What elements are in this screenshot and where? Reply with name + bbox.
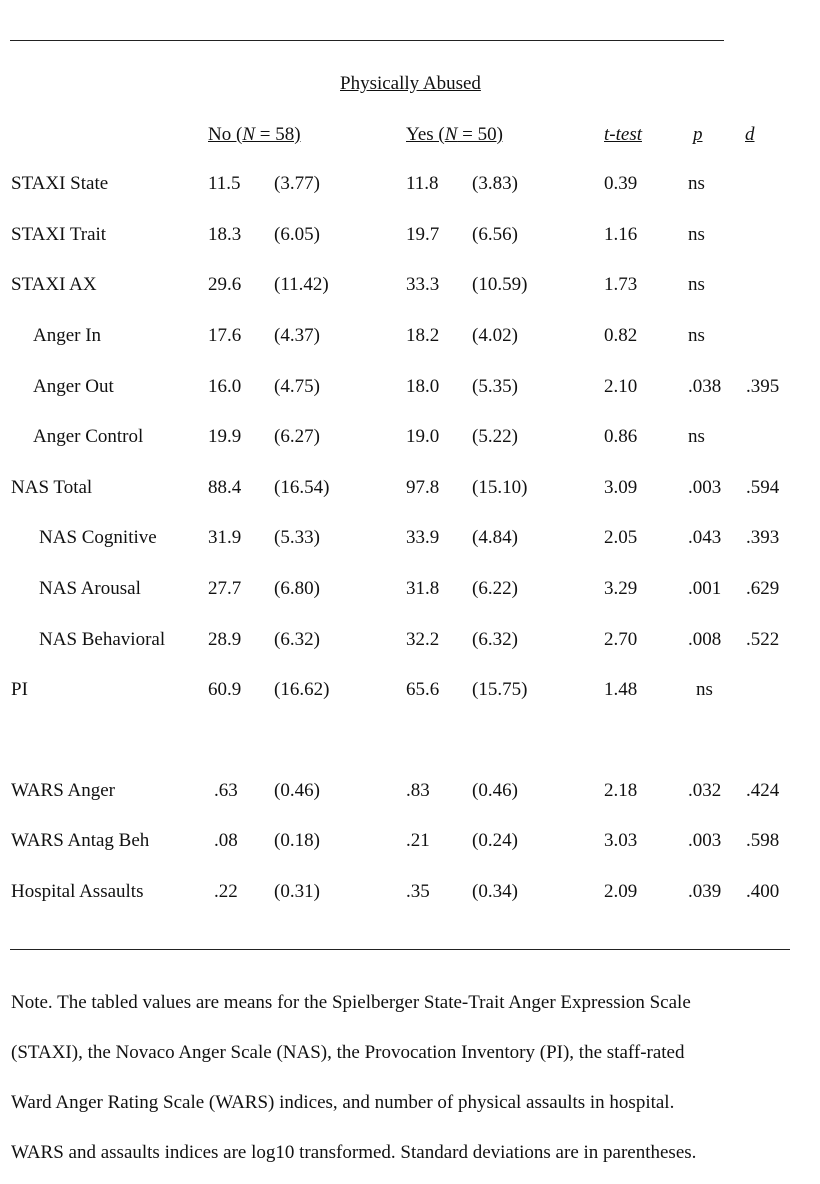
row-label: STAXI State — [11, 173, 109, 194]
yes-mean: 33.3 — [406, 274, 440, 295]
table-row — [0, 325, 820, 347]
table-row — [0, 224, 820, 246]
column-header-no: No (N = 58) — [208, 124, 301, 145]
p-value: ns — [688, 426, 705, 447]
d-value: .594 — [746, 477, 780, 498]
yes-mean: 32.2 — [406, 629, 440, 650]
note-line: WARS and assaults indices are log10 transformed. Standard deviations are in parentheses. — [11, 1142, 697, 1163]
yes-mean: 65.6 — [406, 679, 440, 700]
p-value: ns — [688, 224, 705, 245]
p-value: ns — [688, 274, 705, 295]
row-label: PI — [11, 679, 28, 700]
row-label: Hospital Assaults — [11, 881, 144, 902]
no-sd: (0.31) — [274, 881, 320, 902]
row-label: NAS Cognitive — [39, 527, 157, 548]
no-sd: (4.37) — [274, 325, 320, 346]
column-header-d: d — [745, 124, 755, 145]
no-mean: 29.6 — [208, 274, 242, 295]
t-value: 3.29 — [604, 578, 638, 599]
t-value: 3.09 — [604, 477, 638, 498]
no-mean: 60.9 — [208, 679, 242, 700]
d-value: .522 — [746, 629, 780, 650]
note-line: Note. The tabled values are means for the Spielberger State-Trait Anger Expression Scale — [11, 992, 691, 1013]
yes-sd: (6.56) — [472, 224, 518, 245]
table-row — [0, 881, 820, 903]
table-row — [0, 426, 820, 448]
t-value: 0.39 — [604, 173, 638, 194]
no-mean: 11.5 — [208, 173, 241, 194]
d-value: .393 — [746, 527, 780, 548]
t-value: 1.48 — [604, 679, 638, 700]
p-value: .032 — [688, 780, 722, 801]
yes-sd: (0.24) — [472, 830, 518, 851]
no-sd: (16.62) — [274, 679, 330, 700]
yes-mean: 19.7 — [406, 224, 440, 245]
yes-sd: (6.32) — [472, 629, 518, 650]
d-value: .400 — [746, 881, 780, 902]
table-row — [0, 274, 820, 296]
yes-sd: (15.10) — [472, 477, 528, 498]
yes-sd: (0.34) — [472, 881, 518, 902]
table-row — [0, 679, 820, 701]
t-value: 1.73 — [604, 274, 638, 295]
no-mean: 17.6 — [208, 325, 242, 346]
p-value: ns — [688, 173, 705, 194]
no-mean: 27.7 — [208, 578, 242, 599]
t-value: 1.16 — [604, 224, 638, 245]
yes-sd: (15.75) — [472, 679, 528, 700]
row-label: NAS Behavioral — [39, 629, 166, 650]
no-sd: (5.33) — [274, 527, 320, 548]
note-line: Ward Anger Rating Scale (WARS) indices, and number of physical assaults in hospital. — [11, 1092, 675, 1113]
no-sd: (3.77) — [274, 173, 320, 194]
bottom-rule — [10, 949, 790, 950]
table-row — [0, 780, 820, 802]
t-value: 3.03 — [604, 830, 638, 851]
table-note — [11, 978, 811, 1178]
no-sd: (4.75) — [274, 376, 320, 397]
no-mean: 19.9 — [208, 426, 242, 447]
t-value: 2.09 — [604, 881, 638, 902]
group-header: Physically Abused — [340, 73, 481, 94]
yes-sd: (0.46) — [472, 780, 518, 801]
no-sd: (6.05) — [274, 224, 320, 245]
table-row — [0, 376, 820, 398]
table-row — [0, 527, 820, 549]
yes-sd: (5.22) — [472, 426, 518, 447]
row-label: Anger Out — [33, 376, 114, 397]
yes-mean: 18.0 — [406, 376, 440, 397]
row-label: WARS Antag Beh — [11, 830, 150, 851]
yes-mean: 33.9 — [406, 527, 440, 548]
row-label: Anger Control — [33, 426, 144, 447]
no-sd: (6.27) — [274, 426, 320, 447]
yes-mean: .83 — [406, 780, 430, 801]
column-header-t-test: t-test — [604, 124, 642, 145]
table-row — [0, 173, 820, 195]
row-label: STAXI AX — [11, 274, 97, 295]
yes-mean: .35 — [406, 881, 430, 902]
p-value: ns — [688, 325, 705, 346]
table-row — [0, 477, 820, 499]
no-sd: (16.54) — [274, 477, 330, 498]
p-value: .003 — [688, 477, 722, 498]
row-label: STAXI Trait — [11, 224, 107, 245]
t-value: 2.10 — [604, 376, 638, 397]
no-sd: (6.32) — [274, 629, 320, 650]
no-mean: 31.9 — [208, 527, 242, 548]
table-row — [0, 578, 820, 600]
d-value: .629 — [746, 578, 780, 599]
yes-sd: (4.84) — [472, 527, 518, 548]
yes-sd: (4.02) — [472, 325, 518, 346]
no-mean: 18.3 — [208, 224, 242, 245]
t-value: 0.82 — [604, 325, 638, 346]
p-value: .003 — [688, 830, 722, 851]
yes-mean: 11.8 — [406, 173, 439, 194]
no-mean: 88.4 — [208, 477, 242, 498]
no-mean: 16.0 — [208, 376, 242, 397]
column-header-p: p — [693, 124, 703, 145]
d-value: .424 — [746, 780, 780, 801]
row-label: NAS Total — [11, 477, 93, 498]
d-value: .395 — [746, 376, 780, 397]
p-value: .039 — [688, 881, 722, 902]
t-value: 2.05 — [604, 527, 638, 548]
yes-sd: (3.83) — [472, 173, 518, 194]
no-mean: .63 — [214, 780, 238, 801]
top-rule — [10, 40, 724, 41]
column-header-yes: Yes (N = 50) — [406, 124, 503, 145]
table-row — [0, 629, 820, 651]
no-sd: (6.80) — [274, 578, 320, 599]
d-value: .598 — [746, 830, 780, 851]
p-value: .038 — [688, 376, 722, 397]
yes-mean: 31.8 — [406, 578, 440, 599]
no-sd: (0.18) — [274, 830, 320, 851]
yes-mean: 18.2 — [406, 325, 440, 346]
table-row — [0, 830, 820, 852]
no-mean: 28.9 — [208, 629, 242, 650]
no-sd: (0.46) — [274, 780, 320, 801]
row-label: WARS Anger — [11, 780, 115, 801]
yes-sd: (10.59) — [472, 274, 528, 295]
no-mean: .08 — [214, 830, 238, 851]
row-label: NAS Arousal — [39, 578, 141, 599]
p-value: .001 — [688, 578, 722, 599]
no-mean: .22 — [214, 881, 238, 902]
yes-mean: 19.0 — [406, 426, 440, 447]
t-value: 2.70 — [604, 629, 638, 650]
p-value: .043 — [688, 527, 722, 548]
note-line: (STAXI), the Novaco Anger Scale (NAS), the Provocation Inventory (PI), the staff-rated — [11, 1042, 685, 1063]
yes-mean: .21 — [406, 830, 430, 851]
p-value: .008 — [688, 629, 722, 650]
t-value: 0.86 — [604, 426, 638, 447]
row-label: Anger In — [33, 325, 102, 346]
no-sd: (11.42) — [274, 274, 329, 295]
p-value: ns — [696, 679, 713, 700]
yes-mean: 97.8 — [406, 477, 440, 498]
yes-sd: (6.22) — [472, 578, 518, 599]
t-value: 2.18 — [604, 780, 638, 801]
yes-sd: (5.35) — [472, 376, 518, 397]
